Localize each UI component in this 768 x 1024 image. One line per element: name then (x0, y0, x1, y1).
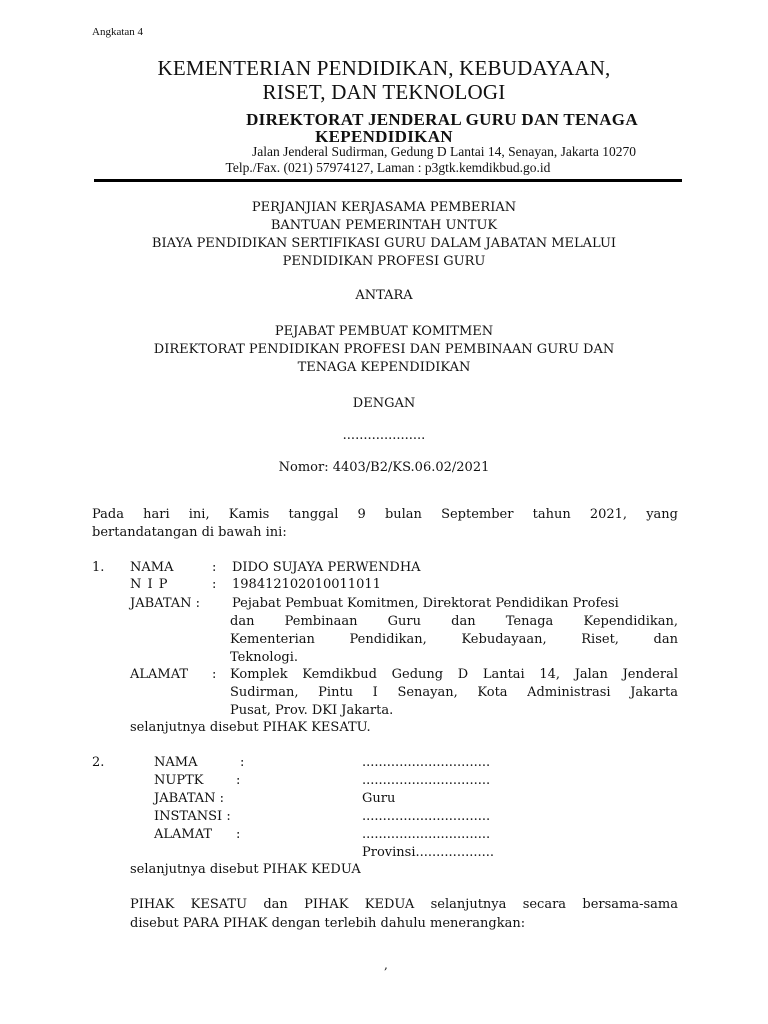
party2-index: 2. (92, 755, 105, 770)
party1-address-colon: : (212, 667, 217, 682)
party1-position-line4: Teknologi. (230, 650, 299, 665)
title-line3: BIAYA PENDIDIKAN SERTIFIKASI GURU DALAM JABATAN MELALUI (151, 236, 617, 251)
party1-designation: selanjutnya disebut PIHAK KESATU. (130, 720, 371, 735)
party1-address-line3: Pusat, Prov. DKI Jakarta. (230, 703, 394, 718)
header-divider (94, 179, 682, 182)
party1-name-colon: : (212, 560, 217, 575)
party1-name-label: NAMA (130, 560, 174, 575)
party2-address-blank: ............................... (362, 827, 491, 842)
party2-address-colon: : (236, 827, 241, 842)
party2-institution-blank: ............................... (362, 809, 491, 824)
party2-institution-label: INSTANSI : (154, 809, 231, 824)
party1-address-label: ALAMAT (130, 667, 189, 682)
party2-position-label: JABATAN : (154, 791, 225, 806)
party2-name-colon: : (240, 755, 245, 770)
party2-nuptk-label: NUPTK (154, 773, 204, 788)
party1-address-line1: Komplek Kemdikbud Gedung D Lantai 14, Jalan Jenderal (230, 667, 678, 682)
party2-designation: selanjutnya disebut PIHAK KEDUA (130, 862, 361, 877)
party2-nuptk-blank: ............................... (362, 773, 491, 788)
party1-nip-label: N I P (130, 577, 169, 592)
party2-name-blank: ............................... (362, 755, 491, 770)
office-contact: Telp./Fax. (021) 57974127, Laman : p3gtk.kemdikbud.go.id (225, 160, 551, 175)
closing-line1: PIHAK KESATU dan PIHAK KEDUA selanjutnya secara bersama-sama (130, 897, 678, 912)
party2-province: Provinsi................... (362, 845, 495, 860)
party1-position-label: JABATAN : (130, 596, 201, 611)
party1-position-line2: dan Pembinaan Guru dan Tenaga Kependidikan, (230, 614, 678, 629)
party1-index: 1. (92, 560, 105, 575)
between-label: ANTARA (355, 288, 413, 303)
party2-nuptk-colon: : (236, 773, 241, 788)
office-address: Jalan Jenderal Sudirman, Gedung D Lantai 14, Senayan, Jakarta 10270 (252, 144, 636, 159)
ministry-name-line2: RISET, DAN TEKNOLOGI (262, 80, 506, 104)
page-footer-mark: , (384, 958, 388, 972)
intro-line2: bertandatangan di bawah ini: (92, 525, 287, 540)
party2-position-value: Guru (362, 791, 396, 806)
directorate-name-line1: DIREKTORAT JENDERAL GURU DAN TENAGA (246, 110, 638, 129)
directorate-name-line2: KEPENDIDIKAN (315, 127, 453, 146)
closing-line2: disebut PARA PIHAK dengan terlebih dahulu menerangkan: (130, 916, 526, 931)
party2-address-label: ALAMAT (154, 827, 213, 842)
party1-position-line3: Kementerian Pendidikan, Kebudayaan, Riset, dan (230, 632, 678, 647)
party1-address-line2: Sudirman, Pintu I Senayan, Kota Administrasi Jakarta (230, 685, 678, 700)
party1-nip-colon: : (212, 577, 217, 592)
batch-label: Angkatan 4 (92, 26, 144, 38)
agreement-number: Nomor: 4403/B2/KS.06.02/2021 (278, 460, 490, 475)
party1-name-value: DIDO SUJAYA PERWENDHA (232, 560, 421, 575)
party2-name-label: NAMA (154, 755, 198, 770)
party1-nip-value: 198412102010011011 (232, 577, 381, 592)
party1-position-line1: Pejabat Pembuat Komitmen, Direktorat Pendidikan Profesi (232, 596, 619, 611)
party1-heading-line2: DIREKTORAT PENDIDIKAN PROFESI DAN PEMBINAAN GURU DAN (153, 342, 615, 357)
intro-line1: Pada hari ini, Kamis tanggal 9 bulan September tahun 2021, yang (92, 507, 678, 522)
party2-placeholder: .................... (342, 428, 426, 443)
party1-heading-line1: PEJABAT PEMBUAT KOMITMEN (274, 324, 494, 339)
title-line1: PERJANJIAN KERJASAMA PEMBERIAN (251, 200, 517, 215)
ministry-name-line1: KEMENTERIAN PENDIDIKAN, KEBUDAYAAN, (157, 56, 611, 80)
party1-heading-line3: TENAGA KEPENDIDIKAN (297, 360, 471, 375)
title-line4: PENDIDIKAN PROFESI GURU (282, 254, 486, 269)
with-label: DENGAN (352, 396, 416, 411)
title-line2: BANTUAN PEMERINTAH UNTUK (270, 218, 498, 233)
